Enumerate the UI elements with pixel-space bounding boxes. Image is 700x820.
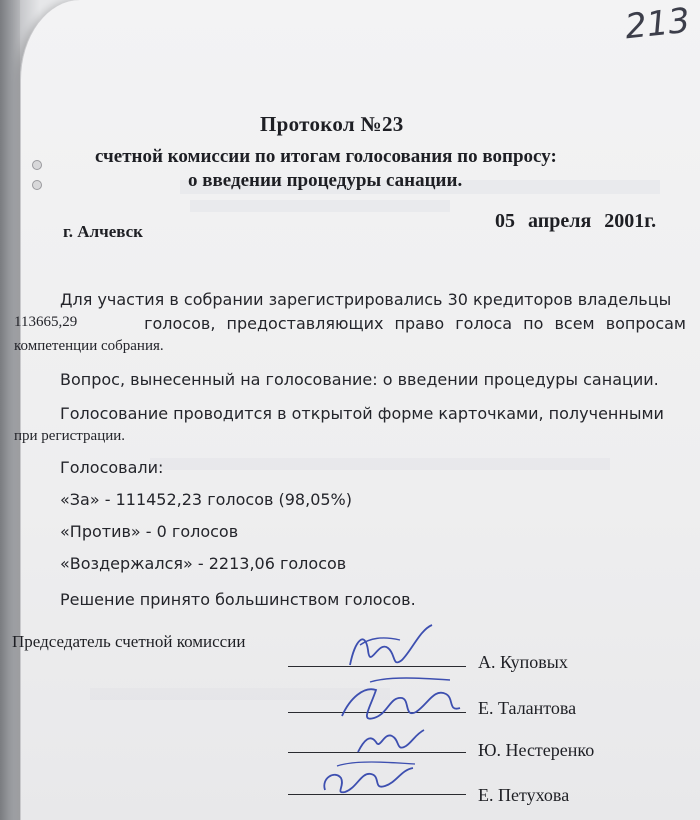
bleed-through xyxy=(150,458,610,470)
voting-form-line2: при регистрации. xyxy=(14,428,126,444)
decision-line: Решение принято большинством голосов. xyxy=(60,590,416,609)
handwritten-signature xyxy=(315,752,425,802)
vote-abstain: «Воздержался» - 2213,06 голосов xyxy=(60,554,347,573)
page-number: 213 xyxy=(623,0,692,48)
city: г. Алчевск xyxy=(63,222,143,241)
signatory-name: Ю. Нестеренко xyxy=(478,740,595,760)
bleed-through xyxy=(190,200,450,212)
paragraph-registration-line1: Для участия в собрании зарегистрировались 30 кредиторов владельцы xyxy=(60,290,672,309)
paragraph-registration-text: голосов, предоставляющих право голоса по всем вопросам xyxy=(144,314,686,333)
paragraph-registration-line3: компетенции собрания. xyxy=(14,338,164,354)
question-line: Вопрос, вынесенный на голосование: о введении процедуры санации. xyxy=(60,370,659,389)
voted-label: Голосовали: xyxy=(60,458,164,477)
document-date: 05 апреля 2001г. xyxy=(495,210,657,232)
document-subtitle-line1: счетной комиссии по итогам голосования по вопросу: xyxy=(95,146,557,167)
signatory-name: Е. Талантова xyxy=(478,698,577,718)
registered-votes-number: 113665,29 xyxy=(14,314,78,330)
vote-for: «За» - 111452,23 голосов (98,05%) xyxy=(60,490,352,509)
signatory-name: А. Куповых xyxy=(478,652,568,672)
handwritten-signature xyxy=(330,668,470,728)
document-title: Протокол №23 xyxy=(260,112,404,136)
punch-hole xyxy=(32,180,42,190)
document-subtitle-line2: о введении процедуры санации. xyxy=(188,170,463,191)
vote-against: «Против» - 0 голосов xyxy=(60,522,239,541)
punch-hole xyxy=(32,160,42,170)
voting-form-line1: Голосование проводится в открытой форме карточками, полученными xyxy=(60,404,664,423)
binding-edge xyxy=(0,0,20,820)
paragraph-registration-line2 xyxy=(14,314,686,333)
signatory-name: Е. Петухова xyxy=(478,785,570,805)
chair-label: Председатель счетной комиссии xyxy=(12,632,246,651)
